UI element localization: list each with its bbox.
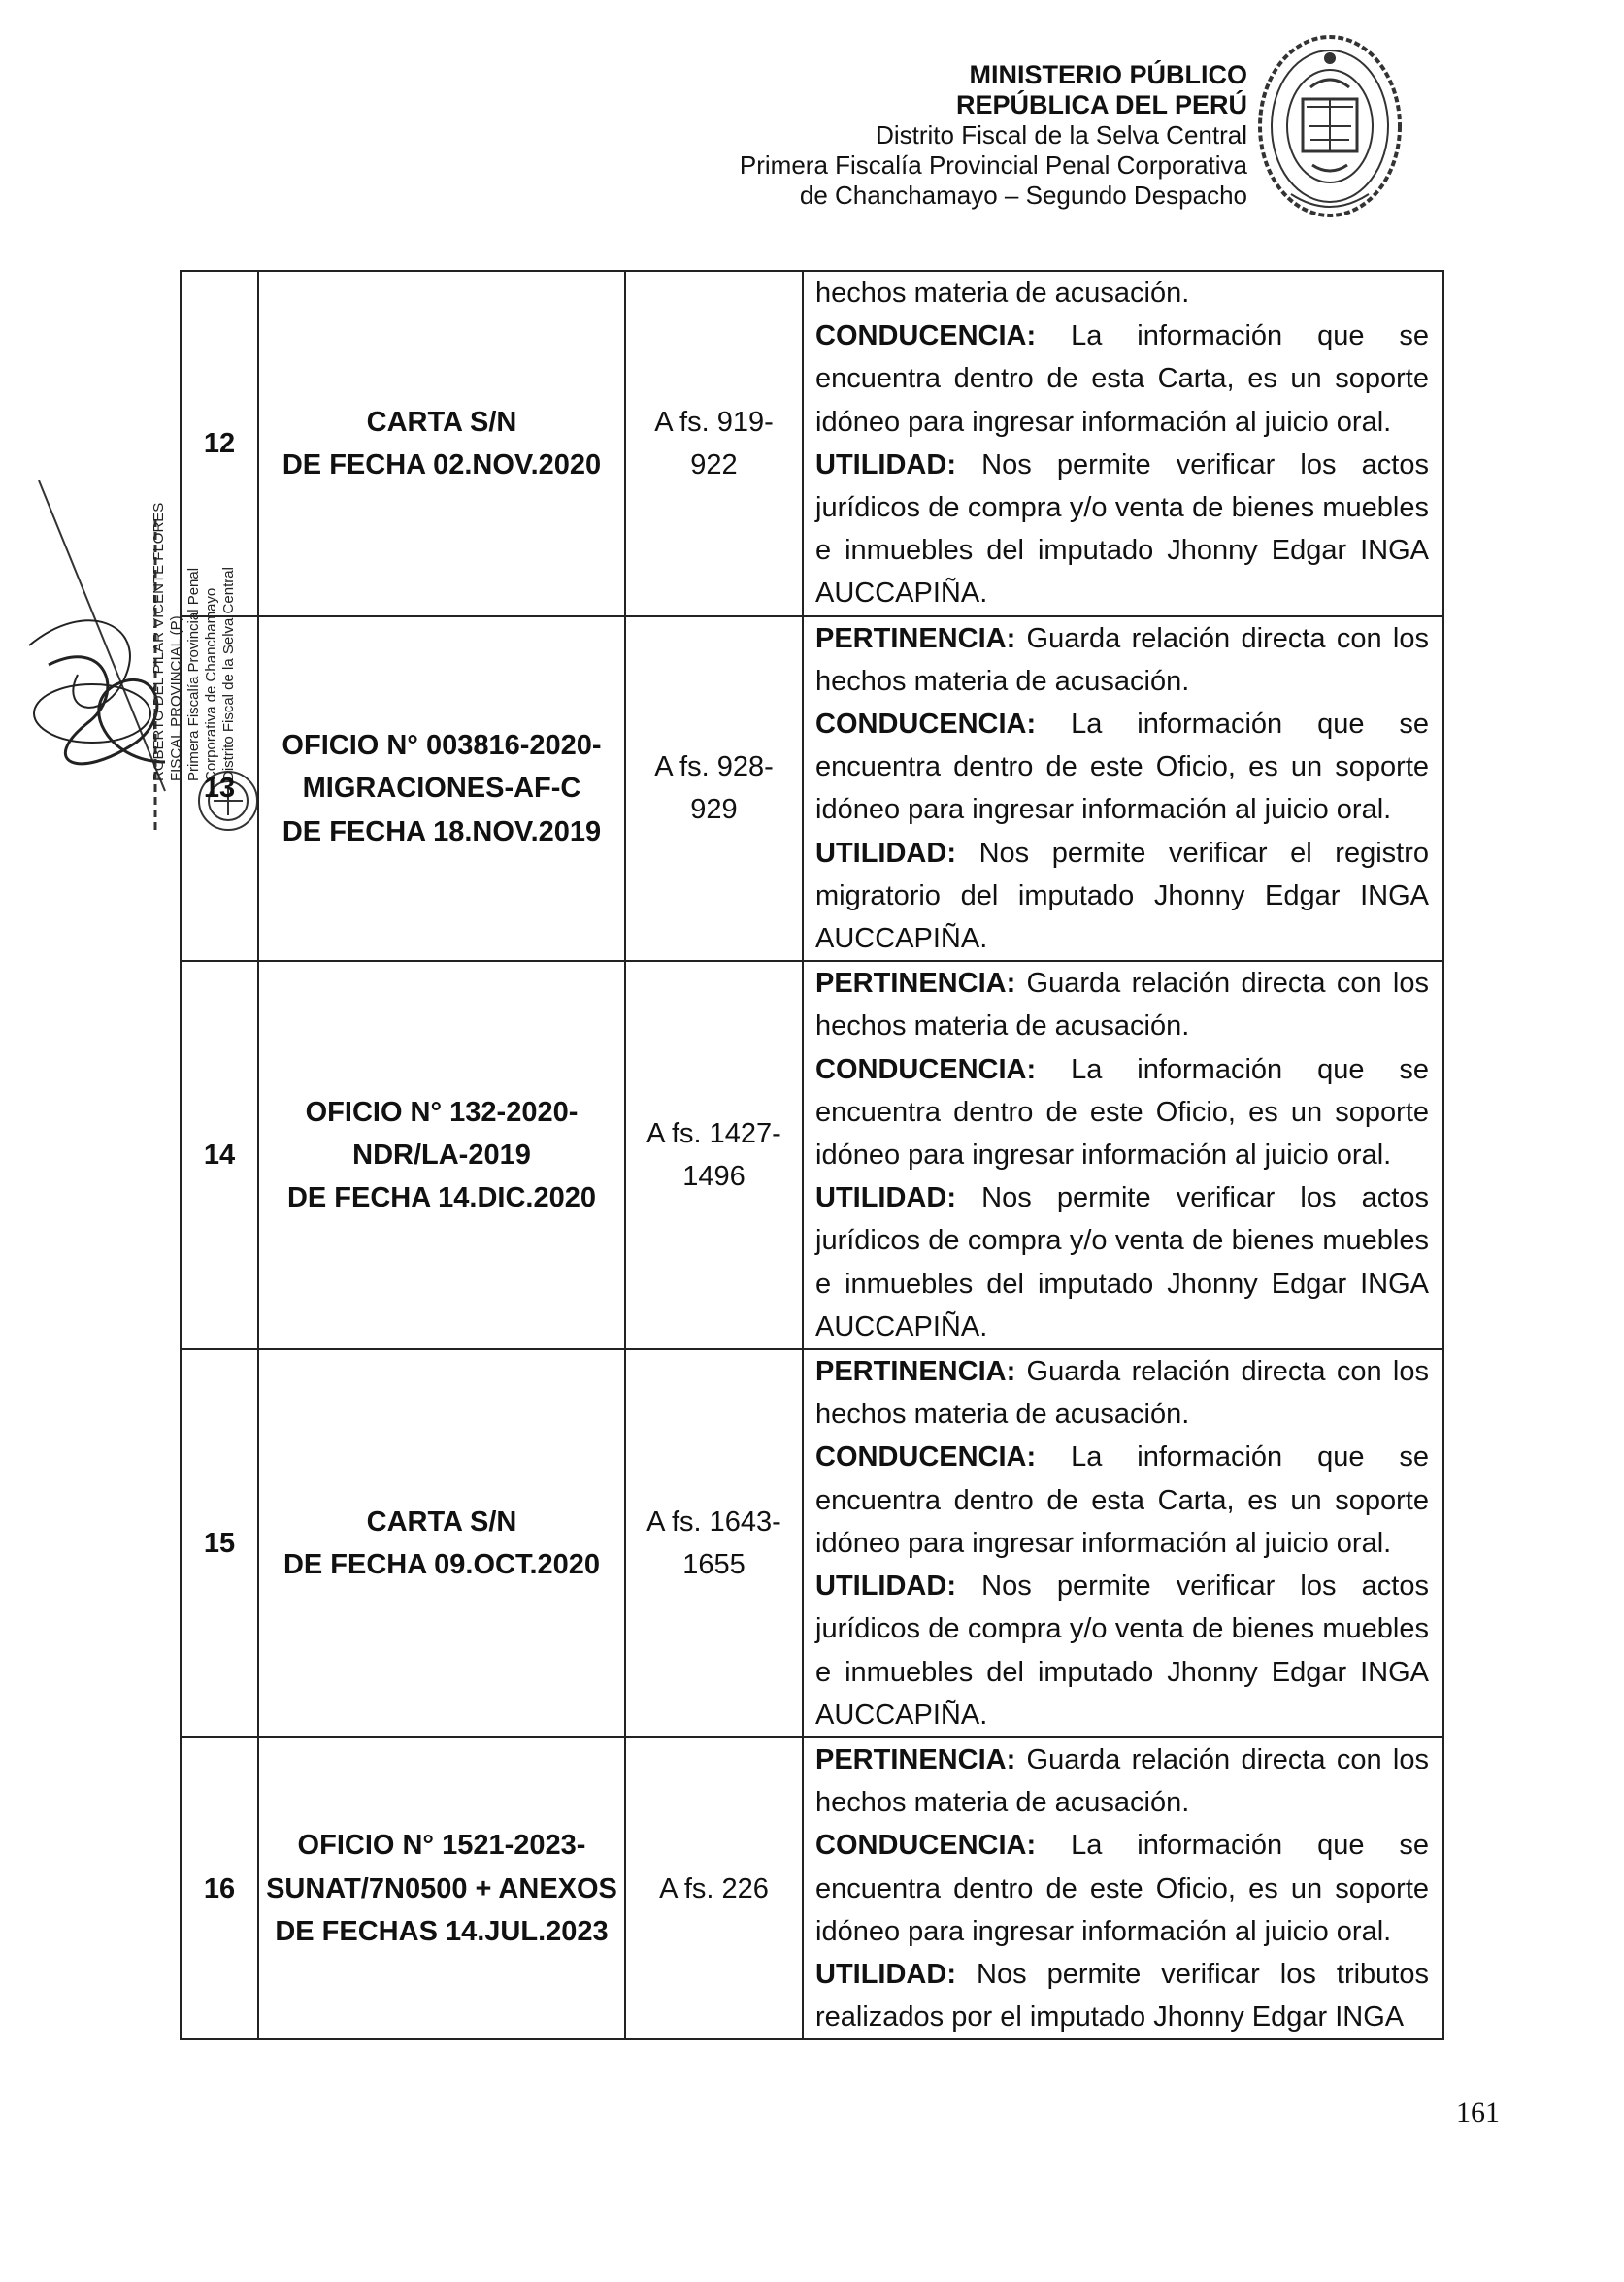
utilidad-text: Nos permite verificar los actos jurídicos de compra y/o venta de bienes muebles e inmuebles del imputado Jhonny Edgar INGA AUCCAPIÑA. [815,1182,1429,1342]
letterhead-line-3: Distrito Fiscal de la Selva Central [876,120,1247,149]
table-row [181,961,1443,1349]
pertinencia-text: Guarda relación directa con los hechos materia de acusación. [815,622,1429,697]
folio-line: A fs. 226 [659,1872,769,1904]
document-cell [258,961,625,1349]
folio-cell [625,271,803,616]
folio-line: 1496 [682,1161,746,1193]
row-number: 12 [181,271,258,616]
utilidad-label: UTILIDAD: [815,1571,956,1603]
document-line: DE FECHAS 14.JUL.2023 [275,1915,609,1947]
conducencia-text: La información que se encuentra dentro de este Oficio, es un soporte idóneo para ingresar información al juicio oral. [815,709,1429,826]
document-line: NDR/LA-2019 [352,1140,531,1172]
conducencia-label: CONDUCENCIA: [815,1053,1037,1085]
lead-text: hechos materia de acusación. [815,278,1190,309]
document-line: MIGRACIONES-AF-C [302,773,581,805]
utilidad-label: UTILIDAD: [815,837,956,869]
document-cell [258,271,625,616]
folio-line: 922 [690,448,738,480]
letterhead [679,60,1247,211]
document-line: DE FECHA 18.NOV.2019 [282,815,602,847]
document-line: OFICIO N° 1521-2023- [297,1830,586,1862]
utilidad-text: Nos permite verificar el registro migratorio del imputado Jhonny Edgar INGA AUCCAPIÑA. [815,837,1429,955]
pertinencia-label: PERTINENCIA: [815,968,1016,1000]
conducencia-label: CONDUCENCIA: [815,320,1037,352]
pertinencia-label: PERTINENCIA: [815,1743,1016,1775]
document-line: SUNAT/7N0500 + ANEXOS [266,1872,617,1904]
conducencia-text: La información que se encuentra dentro de esta Carta, es un soporte idóneo para ingresar información al juicio oral. [815,320,1429,438]
pertinencia-text: Guarda relación directa con los hechos materia de acusación. [815,1743,1429,1819]
side-stamp-line-2: FISCAL PROVINCIAL (P) [168,615,184,781]
document-line: OFICIO N° 003816-2020- [282,730,602,762]
document-line: DE FECHA 02.NOV.2020 [282,448,602,480]
folio-cell [625,616,803,962]
description-cell [803,1737,1443,2039]
row-number: 15 [181,1349,258,1737]
letterhead-line-1: MINISTERIO PÚBLICO [969,60,1247,89]
conducencia-text: La información que se encuentra dentro de este Oficio, es un soporte idóneo para ingresar información al juicio oral. [815,1053,1429,1172]
pertinencia-label: PERTINENCIA: [815,622,1016,654]
document-line: CARTA S/N [366,406,517,438]
pertinencia-label: PERTINENCIA: [815,1356,1016,1388]
side-stamp-line-5: Distrito Fiscal de la Selva Central [220,567,237,781]
ministry-seal-icon [1252,29,1408,223]
document-line: OFICIO N° 132-2020- [305,1096,579,1128]
utilidad-label: UTILIDAD: [815,1182,956,1214]
folio-line: A fs. 1427- [646,1117,781,1149]
page-number: 161 [1456,2097,1500,2129]
row-number: 16 [181,1737,258,2039]
document-line: CARTA S/N [366,1505,517,1538]
utilidad-text: Nos permite verificar los actos jurídicos de compra y/o venta de bienes muebles e inmuebles del imputado Jhonny Edgar INGA AUCCAPIÑA. [815,1571,1429,1731]
table-row [181,616,1443,962]
letterhead-line-2: REPÚBLICA DEL PERÚ [955,90,1247,119]
document-cell [258,1737,625,2039]
utilidad-text: Nos permite verificar los tributos realizados por el imputado Jhonny Edgar INGA [815,1958,1429,2034]
document-cell [258,616,625,962]
utilidad-label: UTILIDAD: [815,448,956,480]
conducencia-label: CONDUCENCIA: [815,709,1037,741]
table-row [181,1349,1443,1737]
description-cell [803,616,1443,962]
folio-line: A fs. 919- [654,406,774,438]
letterhead-line-5: de Chanchamayo – Segundo Despacho [799,181,1247,210]
row-number: 14 [181,961,258,1349]
folio-line: A fs. 928- [654,751,774,783]
description-cell [803,271,1443,616]
description-cell [803,1349,1443,1737]
table-row [181,1737,1443,2039]
folio-line: A fs. 1643- [646,1505,781,1538]
folio-cell [625,1349,803,1737]
evidence-table [180,270,1444,2040]
utilidad-text: Nos permite verificar los actos jurídicos de compra y/o venta de bienes muebles e inmuebles del imputado Jhonny Edgar INGA AUCCAPIÑA. [815,448,1429,610]
side-stamp-line-1: ROBERTO DEL PILAR VICENTE FLORES [150,502,167,781]
pertinencia-text: Guarda relación directa con los hechos materia de acusación. [815,1356,1429,1431]
document-line: DE FECHA 09.OCT.2020 [282,1548,601,1580]
document-cell [258,1349,625,1737]
side-stamp-line-4: Corporativa de Chanchamayo [203,587,219,781]
conducencia-label: CONDUCENCIA: [815,1830,1037,1862]
folio-cell [625,961,803,1349]
description-cell [803,961,1443,1349]
utilidad-label: UTILIDAD: [815,1958,956,1990]
table-row [181,271,1443,616]
letterhead-line-4: Primera Fiscalía Provincial Penal Corporativa [739,150,1247,180]
conducencia-text: La información que se encuentra dentro de este Oficio, es un soporte idóneo para ingresar información al juicio oral. [815,1830,1429,1947]
row-number: 13 [181,616,258,962]
conducencia-text: La información que se encuentra dentro de esta Carta, es un soporte idóneo para ingresar información al juicio oral. [815,1441,1429,1559]
pertinencia-text: Guarda relación directa con los hechos materia de acusación. [815,968,1429,1042]
side-stamp-line-3: Primera Fiscalía Provincial Penal [185,567,202,781]
document-line: DE FECHA 14.DIC.2020 [286,1182,597,1214]
folio-line: 929 [690,794,738,826]
folio-line: 1655 [682,1548,746,1580]
folio-cell [625,1737,803,2039]
conducencia-label: CONDUCENCIA: [815,1441,1037,1473]
